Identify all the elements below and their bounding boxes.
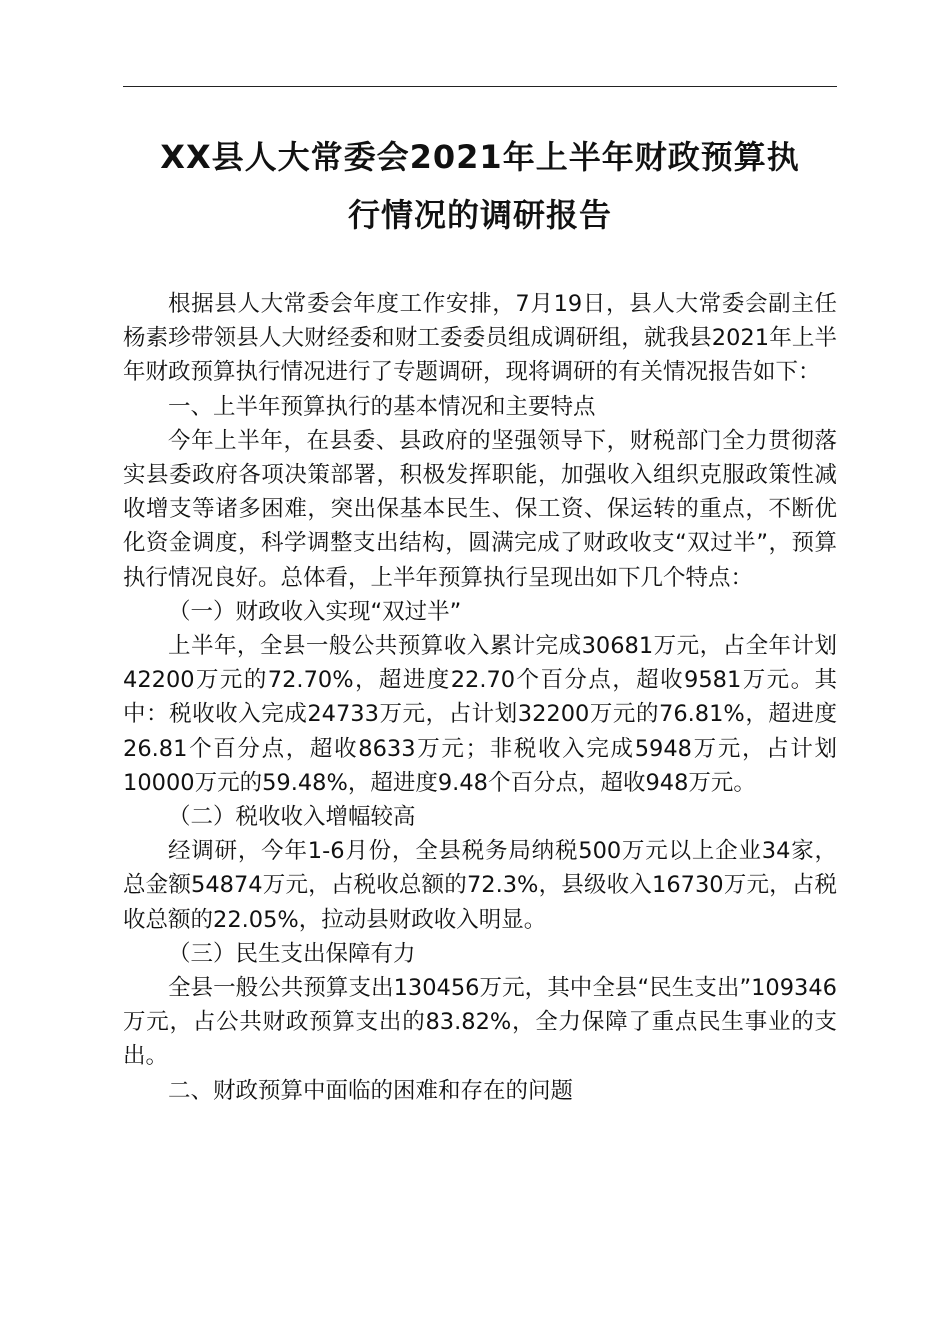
title-line-1: XX县人大常委会2021年上半年财政预算执	[160, 138, 800, 176]
header-rule	[123, 86, 837, 87]
intro-paragraph: 根据县人大常委会年度工作安排，7月19日，县人大常委会副主任杨素珍带领县人大财经委和财工委委员组成调研组，就我县2021年上半年财政预算执行情况进行了专题调研，现将调研的有关情况报告如下：	[123, 291, 837, 386]
revenue-paragraph: 上半年，全县一般公共预算收入累计完成30681万元，占全年计划42200万元的72.70%，超进度22.70个百分点，超收9581万元。其中：税收收入完成24733万元，占计划32200万元的76.81%，超进度26.81个百分点，超收8633万元；非税收入完成5948万元，占计划10000万元的59.48%，超进度9.48个百分点，超收948万元。	[123, 633, 837, 796]
tax-paragraph: 经调研，今年1-6月份，全县税务局纳税500万元以上企业34家，总金额54874万元，占税收总额的72.3%，县级收入16730万元，占税收总额的22.05%，拉动县财政收入明显。	[123, 838, 837, 933]
overview-paragraph: 今年上半年，在县委、县政府的坚强领导下，财税部门全力贯彻落实县委政府各项决策部署，积极发挥职能，加强收入组织克服政策性减收增支等诸多困难，突出保基本民生、保工资、保运转的重点，不断优化资金调度，科学调整支出结构，圆满完成了财政收支“双过半”，预算执行情况良好。总体看，上半年预算执行呈现出如下几个特点：	[123, 427, 837, 591]
subsection-heading-1: （一）财政收入实现“双过半”	[168, 598, 462, 625]
subsection-heading-3: （三）民生支出保障有力	[168, 940, 416, 967]
section-heading-2: 二、财政预算中面临的困难和存在的问题	[168, 1077, 574, 1104]
section-heading-1: 一、上半年预算执行的基本情况和主要特点	[168, 393, 596, 420]
document-body	[123, 287, 837, 1108]
document-title	[123, 128, 837, 244]
expenditure-paragraph: 全县一般公共预算支出130456万元，其中全县“民生支出”109346万元，占公共财政预算支出的83.82%，全力保障了重点民生事业的支出。	[123, 975, 837, 1070]
title-line-2: 行情况的调研报告	[347, 196, 612, 234]
subsection-heading-2: （二）税收收入增幅较高	[168, 804, 416, 831]
